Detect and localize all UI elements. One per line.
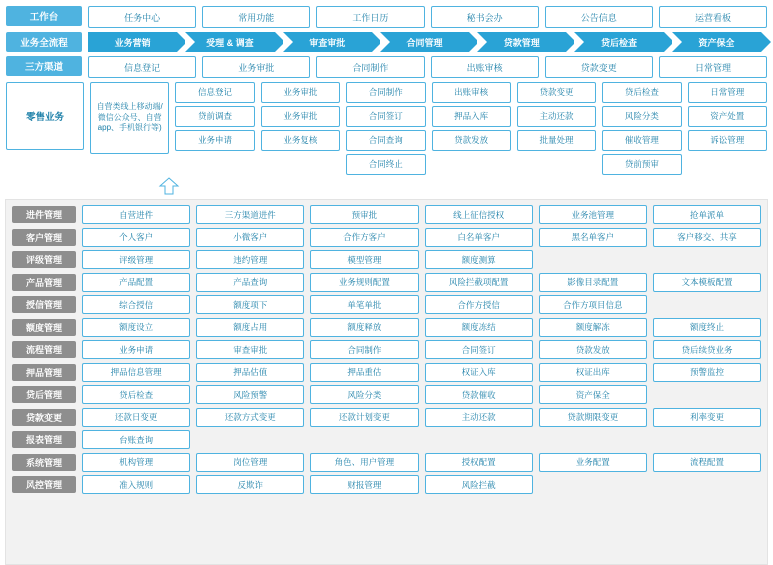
module-item[interactable]: 额度设立 xyxy=(82,318,190,337)
row-label-process: 流程管理 xyxy=(12,341,76,358)
row-items-product xyxy=(82,273,761,292)
module-item[interactable]: 风险拦截项配置 xyxy=(425,273,533,292)
process-stage[interactable]: 受理 & 调查 xyxy=(185,32,274,52)
module-item-empty xyxy=(653,475,761,494)
retail-label: 零售业务 xyxy=(6,82,84,150)
process-row xyxy=(6,32,767,52)
module-item[interactable]: 个人客户 xyxy=(82,228,190,247)
module-item[interactable]: 押品信息管理 xyxy=(82,363,190,382)
retail-cell[interactable]: 贷前调查 xyxy=(175,106,254,127)
module-item[interactable]: 角色、用户管理 xyxy=(310,453,418,472)
module-item[interactable]: 合作方项目信息 xyxy=(539,295,647,314)
row-label-customer: 客户管理 xyxy=(12,229,76,246)
module-panel xyxy=(5,199,768,565)
retail-cell[interactable]: 诉讼管理 xyxy=(688,130,767,151)
module-item-empty xyxy=(653,295,761,314)
module-item[interactable]: 合作方授信 xyxy=(425,295,533,314)
module-item-empty xyxy=(653,385,761,404)
retail-row xyxy=(6,82,767,175)
retail-cell[interactable]: 贷款变更 xyxy=(517,82,596,103)
row-items-process xyxy=(82,340,761,359)
module-item[interactable]: 风险拦截 xyxy=(425,475,533,494)
module-item[interactable]: 额度测算 xyxy=(425,250,533,269)
retail-col-asset xyxy=(688,82,767,175)
module-item[interactable]: 评级管理 xyxy=(82,250,190,269)
retail-cell[interactable]: 业务审批 xyxy=(261,82,340,103)
retail-cell[interactable]: 贷款发放 xyxy=(432,130,511,151)
module-item[interactable]: 风险预警 xyxy=(196,385,304,404)
workbench-item[interactable]: 秘书会办 xyxy=(431,6,539,28)
row-riskcontrol xyxy=(12,475,761,494)
workbench-item[interactable]: 常用功能 xyxy=(202,6,310,28)
module-item[interactable]: 抢单派单 xyxy=(653,205,761,224)
module-item[interactable]: 产品查询 xyxy=(196,273,304,292)
module-item[interactable]: 单笔单批 xyxy=(310,295,418,314)
module-item[interactable]: 文本模板配置 xyxy=(653,273,761,292)
module-item[interactable]: 线上征信授权 xyxy=(425,205,533,224)
row-loanchange xyxy=(12,408,761,427)
module-item[interactable]: 合同制作 xyxy=(310,340,418,359)
module-item[interactable]: 业务规则配置 xyxy=(310,273,418,292)
module-item[interactable]: 审查审批 xyxy=(196,340,304,359)
module-item[interactable]: 准入规则 xyxy=(82,475,190,494)
module-item[interactable]: 额度终止 xyxy=(653,318,761,337)
retail-cell[interactable]: 押品入库 xyxy=(432,106,511,127)
row-items-postloan xyxy=(82,385,761,404)
module-item[interactable]: 预警监控 xyxy=(653,363,761,382)
workbench-label: 工作台 xyxy=(6,6,82,26)
module-item[interactable]: 小微客户 xyxy=(196,228,304,247)
module-item[interactable]: 贷后检查 xyxy=(82,385,190,404)
retail-col-post xyxy=(602,82,681,175)
module-item-empty xyxy=(539,430,647,449)
retail-col-approve xyxy=(261,82,340,175)
process-stage[interactable]: 业务营销 xyxy=(88,32,177,52)
row-collateral xyxy=(12,363,761,382)
row-process xyxy=(12,340,761,359)
module-item[interactable]: 风险分类 xyxy=(310,385,418,404)
retail-cell[interactable]: 业务复核 xyxy=(261,130,340,151)
row-items-riskcontrol xyxy=(82,475,761,494)
channel-item[interactable]: 合同制作 xyxy=(316,56,424,78)
process-stage[interactable]: 贷后检查 xyxy=(574,32,663,52)
row-intake xyxy=(12,205,761,224)
module-item-empty xyxy=(653,430,761,449)
retail-cell[interactable]: 业务审批 xyxy=(261,106,340,127)
row-label-rating: 评级管理 xyxy=(12,251,76,268)
retail-cell[interactable]: 主动还款 xyxy=(517,106,596,127)
row-report xyxy=(12,430,761,449)
module-item[interactable]: 贷款期限变更 xyxy=(539,408,647,427)
process-stage[interactable]: 审查审批 xyxy=(283,32,372,52)
module-item[interactable]: 反欺诈 xyxy=(196,475,304,494)
module-item-empty xyxy=(196,430,304,449)
module-item[interactable]: 利率变更 xyxy=(653,408,761,427)
module-item[interactable]: 授权配置 xyxy=(425,453,533,472)
workbench-row xyxy=(6,6,767,28)
row-items-intake xyxy=(82,205,761,224)
module-item[interactable]: 贷后续贷业务 xyxy=(653,340,761,359)
row-label-credit: 授信管理 xyxy=(12,296,76,313)
module-item-empty xyxy=(539,475,647,494)
retail-col-change xyxy=(517,82,596,175)
workbench-items xyxy=(88,6,767,28)
module-item-empty xyxy=(653,250,761,269)
module-item[interactable]: 三方渠道进件 xyxy=(196,205,304,224)
module-item[interactable]: 合同签订 xyxy=(425,340,533,359)
retail-cell[interactable]: 合同查询 xyxy=(346,130,425,151)
module-item[interactable]: 白名单客户 xyxy=(425,228,533,247)
module-item[interactable]: 产品配置 xyxy=(82,273,190,292)
module-item[interactable]: 流程配置 xyxy=(653,453,761,472)
row-items-rating xyxy=(82,250,761,269)
row-label-quota: 额度管理 xyxy=(12,319,76,336)
retail-cell[interactable]: 出账审核 xyxy=(432,82,511,103)
module-item[interactable]: 额度释放 xyxy=(310,318,418,337)
retail-col-channel xyxy=(90,82,169,175)
retail-cell[interactable]: 业务申请 xyxy=(175,130,254,151)
module-item[interactable]: 台账查询 xyxy=(82,430,190,449)
module-item-empty xyxy=(310,430,418,449)
row-items-system xyxy=(82,453,761,472)
up-arrow-icon xyxy=(158,177,180,195)
row-label-collateral: 押品管理 xyxy=(12,364,76,381)
retail-cell[interactable]: 合同终止 xyxy=(346,154,425,175)
module-item[interactable]: 影像目录配置 xyxy=(539,273,647,292)
module-item[interactable]: 还款日变更 xyxy=(82,408,190,427)
retail-cell[interactable]: 贷前预审 xyxy=(602,154,681,175)
retail-cell[interactable]: 信息登记 xyxy=(175,82,254,103)
retail-cell[interactable]: 日常管理 xyxy=(688,82,767,103)
channel-label: 三方渠道 xyxy=(6,56,82,76)
module-item[interactable]: 主动还款 xyxy=(425,408,533,427)
row-quota xyxy=(12,318,761,337)
retail-cell[interactable]: 资产处置 xyxy=(688,106,767,127)
row-label-report: 报表管理 xyxy=(12,431,76,448)
row-label-loanchange: 贷款变更 xyxy=(12,409,76,426)
process-stage[interactable]: 贷款管理 xyxy=(477,32,566,52)
module-item[interactable]: 额度项下 xyxy=(196,295,304,314)
module-item[interactable]: 业务申请 xyxy=(82,340,190,359)
retail-cell[interactable]: 催收管理 xyxy=(602,130,681,151)
row-system xyxy=(12,453,761,472)
workbench-item[interactable]: 工作日历 xyxy=(316,6,424,28)
retail-cell[interactable]: 批量处理 xyxy=(517,130,596,151)
module-item[interactable]: 黑名单客户 xyxy=(539,228,647,247)
module-item[interactable]: 业务池管理 xyxy=(539,205,647,224)
module-item[interactable]: 额度冻结 xyxy=(425,318,533,337)
module-item-empty xyxy=(539,250,647,269)
module-item[interactable]: 预审批 xyxy=(310,205,418,224)
row-postloan xyxy=(12,385,761,404)
row-items-loanchange xyxy=(82,408,761,427)
module-item[interactable]: 客户移交、共享 xyxy=(653,228,761,247)
module-item[interactable]: 违约管理 xyxy=(196,250,304,269)
row-label-product: 产品管理 xyxy=(12,274,76,291)
top-section xyxy=(0,0,773,197)
module-item[interactable]: 合作方客户 xyxy=(310,228,418,247)
channel-row xyxy=(6,56,767,78)
retail-col-contract xyxy=(346,82,425,175)
process-label: 业务全流程 xyxy=(6,32,82,52)
module-item[interactable]: 贷款催收 xyxy=(425,385,533,404)
module-item[interactable]: 资产保全 xyxy=(539,385,647,404)
row-items-credit xyxy=(82,295,761,314)
row-items-report xyxy=(82,430,761,449)
up-arrow-wrap xyxy=(6,177,767,195)
row-label-intake: 进件管理 xyxy=(12,206,76,223)
row-credit xyxy=(12,295,761,314)
retail-channel-box[interactable]: 自营类线上移动端/微信公众号、自营app、手机银行等) xyxy=(90,82,169,154)
retail-cell[interactable]: 风险分类 xyxy=(602,106,681,127)
module-item[interactable]: 财报管理 xyxy=(310,475,418,494)
channel-item[interactable]: 日常管理 xyxy=(659,56,767,78)
channel-item[interactable]: 业务审批 xyxy=(202,56,310,78)
module-item[interactable]: 还款计划变更 xyxy=(310,408,418,427)
module-item[interactable]: 贷款发放 xyxy=(539,340,647,359)
workbench-item[interactable]: 公告信息 xyxy=(545,6,653,28)
row-items-quota xyxy=(82,318,761,337)
workbench-item[interactable]: 运营看板 xyxy=(659,6,767,28)
row-items-customer xyxy=(82,228,761,247)
row-label-system: 系统管理 xyxy=(12,454,76,471)
module-item[interactable]: 押品估值 xyxy=(196,363,304,382)
module-item[interactable]: 岗位管理 xyxy=(196,453,304,472)
channel-item[interactable]: 出账审核 xyxy=(431,56,539,78)
retail-cell[interactable]: 贷后检查 xyxy=(602,82,681,103)
row-customer xyxy=(12,228,761,247)
process-stages xyxy=(88,32,767,52)
module-item[interactable]: 押品重估 xyxy=(310,363,418,382)
row-items-collateral xyxy=(82,363,761,382)
workbench-item[interactable]: 任务中心 xyxy=(88,6,196,28)
retail-grid xyxy=(90,82,767,175)
process-stage[interactable]: 合同管理 xyxy=(380,32,469,52)
module-item[interactable]: 权证入库 xyxy=(425,363,533,382)
row-product xyxy=(12,273,761,292)
process-stage[interactable]: 资产保全 xyxy=(672,32,761,52)
channel-item[interactable]: 贷款变更 xyxy=(545,56,653,78)
row-rating xyxy=(12,250,761,269)
row-label-postloan: 贷后管理 xyxy=(12,386,76,403)
retail-col-apply xyxy=(175,82,254,175)
module-item[interactable]: 额度占用 xyxy=(196,318,304,337)
channel-item[interactable]: 信息登记 xyxy=(88,56,196,78)
module-item[interactable]: 机构管理 xyxy=(82,453,190,472)
channel-items xyxy=(88,56,767,78)
retail-cell[interactable]: 合同签订 xyxy=(346,106,425,127)
module-item[interactable]: 权证出库 xyxy=(539,363,647,382)
retail-cell[interactable]: 合同制作 xyxy=(346,82,425,103)
retail-col-loan xyxy=(432,82,511,175)
module-item[interactable]: 业务配置 xyxy=(539,453,647,472)
row-label-riskcontrol: 风控管理 xyxy=(12,476,76,493)
module-item[interactable]: 综合授信 xyxy=(82,295,190,314)
module-item[interactable]: 模型管理 xyxy=(310,250,418,269)
module-item[interactable]: 还款方式变更 xyxy=(196,408,304,427)
module-item[interactable]: 自营进件 xyxy=(82,205,190,224)
module-item-empty xyxy=(425,430,533,449)
module-item[interactable]: 额度解冻 xyxy=(539,318,647,337)
